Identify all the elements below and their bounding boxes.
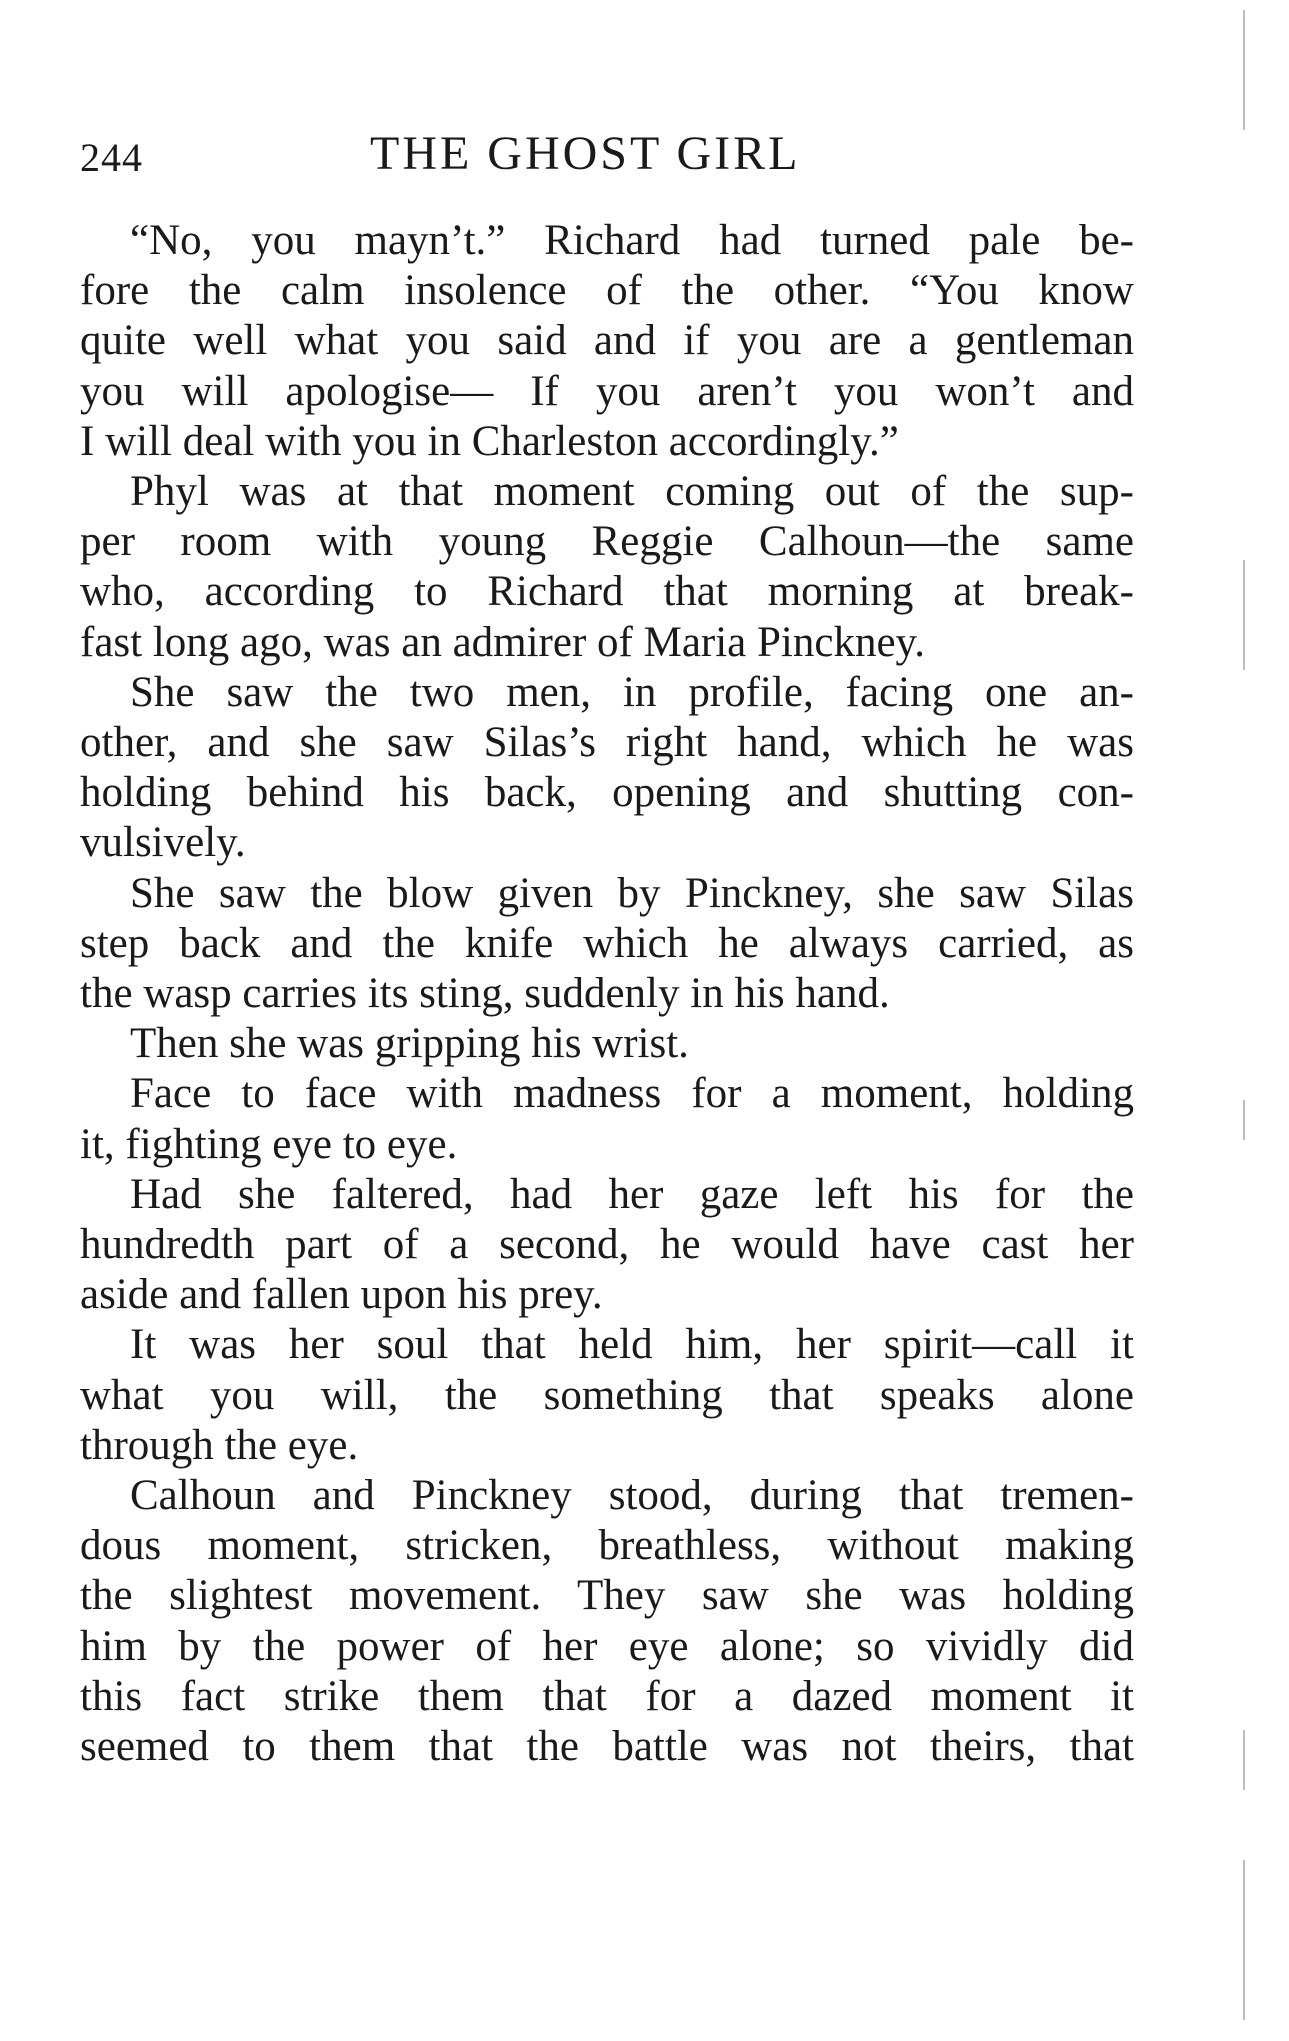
text-line: what you will, the something that speaks alone [80,1371,1134,1419]
paragraph [80,1069,1134,1169]
paragraph [80,1320,1134,1471]
text-line: who, according to Richard that morning at break- [80,568,1134,616]
text-line: him by the power of her eye alone; so vividly did [80,1622,1134,1670]
text-line: aside and fallen upon his prey. [80,1271,603,1319]
text-line: it, fighting eye to eye. [80,1120,458,1168]
text-line: quite well what you said and if you are a gentleman [80,317,1134,365]
text-line: fast long ago, was an admirer of Maria Pinckney. [80,618,926,666]
running-title: THE GHOST GIRL [370,127,801,180]
paragraph [80,1019,1134,1069]
text-line: step back and the knife which he always carried, as [80,919,1134,967]
text-line: holding behind his back, opening and shutting con- [80,769,1134,817]
body-text [80,216,1134,1772]
scan-edge-marks [1243,0,1249,2041]
text-line: the slightest movement. They saw she was holding [80,1572,1134,1620]
paragraph [80,467,1134,668]
text-line: Face to face with madness for a moment, holding [130,1070,1134,1118]
text-line: I will deal with you in Charleston accordingly.” [80,417,899,465]
text-line: Phyl was at that moment coming out of the sup- [130,468,1134,516]
paragraph [80,668,1134,869]
text-line: fore the calm insolence of the other. “You know [80,267,1134,315]
text-line: Calhoun and Pinckney stood, during that tremen- [130,1472,1134,1520]
text-line: Then she was gripping his wrist. [130,1020,689,1068]
text-line: vulsively. [80,819,246,867]
paragraph [80,216,1134,467]
text-line: the wasp carries its sting, suddenly in his hand. [80,970,890,1018]
text-line: hundredth part of a second, he would have cast her [80,1221,1134,1269]
text-line: Had she faltered, had her gaze left his for the [130,1170,1134,1218]
text-line: “No, you mayn’t.” Richard had turned pale be- [130,217,1134,264]
text-line: you will apologise— If you aren’t you won’t and [80,367,1134,415]
text-line: other, and she saw Silas’s right hand, which he was [80,719,1134,767]
text-line: per room with young Reggie Calhoun—the same [80,518,1134,566]
paragraph [80,1471,1134,1772]
text-line: She saw the two men, in profile, facing one an- [130,668,1134,716]
page-number: 244 [80,135,143,180]
text-line: this fact strike them that for a dazed moment it [80,1672,1134,1720]
page-header [80,126,1140,186]
text-line: seemed to them that the battle was not theirs, that [80,1723,1134,1771]
paragraph [80,869,1134,1020]
text-line: It was her soul that held him, her spirit—call it [130,1321,1134,1369]
text-line: She saw the blow given by Pinckney, she saw Silas [130,869,1134,917]
text-line: dous moment, stricken, breathless, without making [80,1522,1134,1570]
paragraph [80,1170,1134,1321]
text-line: through the eye. [80,1421,359,1469]
